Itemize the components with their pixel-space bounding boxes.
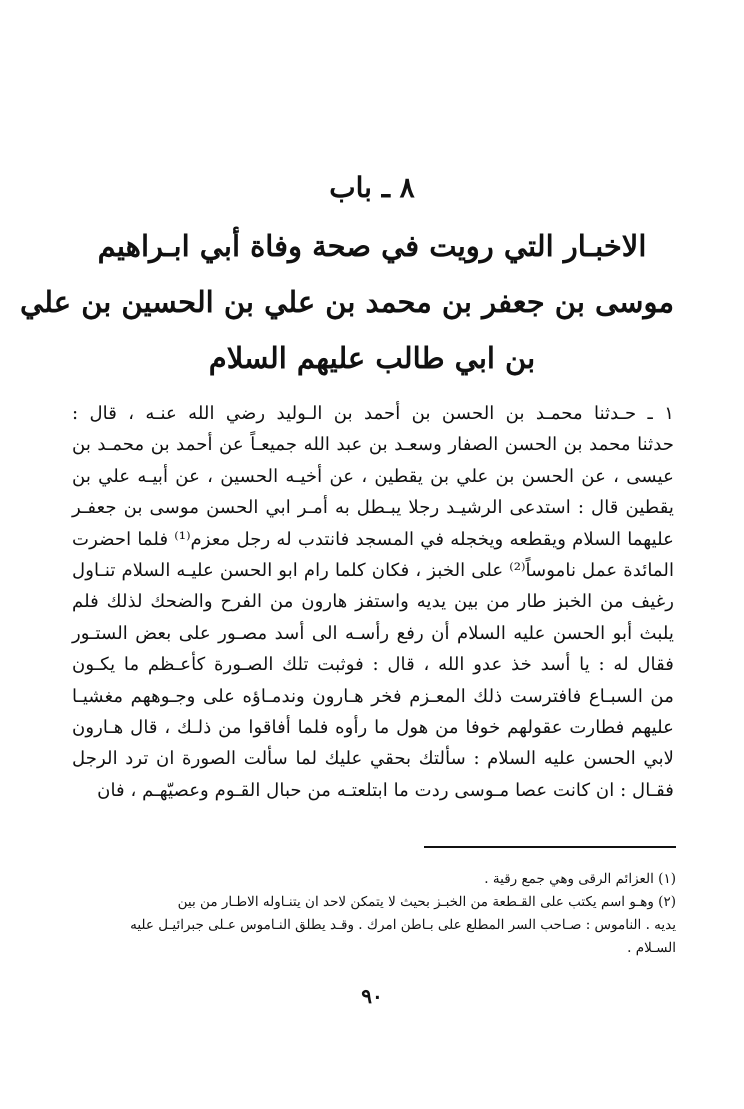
page-number: ٩٠ [361, 984, 383, 1008]
title-line: موسى بن جعفر بن محمد بن علي بن الحسين بن علي [20, 285, 674, 319]
footnotes [66, 868, 676, 960]
footnote-line: (٢) وهـو اسم يكتب على القـطعة من الخبـز بحيث لا يتمكن لاحد ان يتنـاوله الاطـار من بين [177, 894, 676, 910]
body-line: يقطين قال : استدعى الرشيـد رجلا يبـطل به أمـر ابي الحسن موسى بن جعفـر [72, 497, 674, 519]
body-line: عليهما السلام ويقطعه ويخجله في المسجد فانتدب له رجل معزم⁽¹⁾ فلما احضرت [72, 528, 674, 550]
chapter-title [20, 218, 674, 386]
footnote-line: السـلام . [627, 940, 676, 956]
chapter-heading: ٨ ـ باب [329, 171, 415, 204]
title-line: الاخبـار التي رويت في صحة وفاة أبي ابـراهيم [97, 229, 647, 263]
body-line: فقـال : ان كانت عصا مـوسى ردت ما ابتلعتـه من حبال القـوم وعصيّهـم ، فان [97, 779, 674, 801]
body-line: رغيف من الخبز طار من بين يديه واستفز هارون من الفرح والضحك لذلك فلم [72, 591, 674, 613]
body-line: ١ ـ حـدثنا محمـد بن الحسن بن أحمد بن الـوليد رضي الله عنـه ، قال : [72, 403, 674, 424]
body-line: حدثنا محمد بن الحسن الصفار وسعـد بن عبد الله جميعـاً عن أحمد بن محمـد بن [72, 434, 674, 456]
body-line: يلبث أبو الحسن عليه السلام أن رفع رأسـه الى أسد مصـور على بعض الستـور [72, 622, 674, 644]
body-line: المائدة عمل ناموساً⁽²⁾ على الخبز ، فكان كلما رام ابو الحسن عليـه السلام تنـاول [72, 560, 675, 582]
body-line: من السبـاع فافترست ذلك المعـزم فخر هـارون وندمـاؤه على وجـوههم مغشيـا [72, 685, 674, 707]
body-line: لابي الحسن عليه السلام : سألتك بحقي عليك لما سألت الصورة ان ترد الرجل [72, 748, 674, 770]
body-line: فقال له : يا أسد خذ عدو الله ، قال : فوثبت تلك الصـورة كأعـظم ما يكـون [72, 654, 674, 676]
body-paragraph [72, 398, 674, 806]
body-line: عليهم فطارت عقولهم خوفا من هول ما رأوه فلما أفاقوا من ذلـك ، قال هـارون [72, 717, 674, 739]
title-line: بن ابي طالب عليهم السلام [208, 341, 536, 375]
body-line: عيسى ، عن الحسن بن علي بن يقطين ، عن أخيـه الحسين ، عن أبيـه علي بن [72, 465, 674, 487]
footnote-divider [424, 846, 676, 848]
footnote-line: (١) العزائم الرقى وهي جمع رقية . [484, 871, 676, 887]
footnote-line: يديه . الناموس : صـاحب السر المطلع على بـاطن امرك . وقـد يطلق النـاموس عـلى جبرائيـل عليه [130, 917, 676, 933]
